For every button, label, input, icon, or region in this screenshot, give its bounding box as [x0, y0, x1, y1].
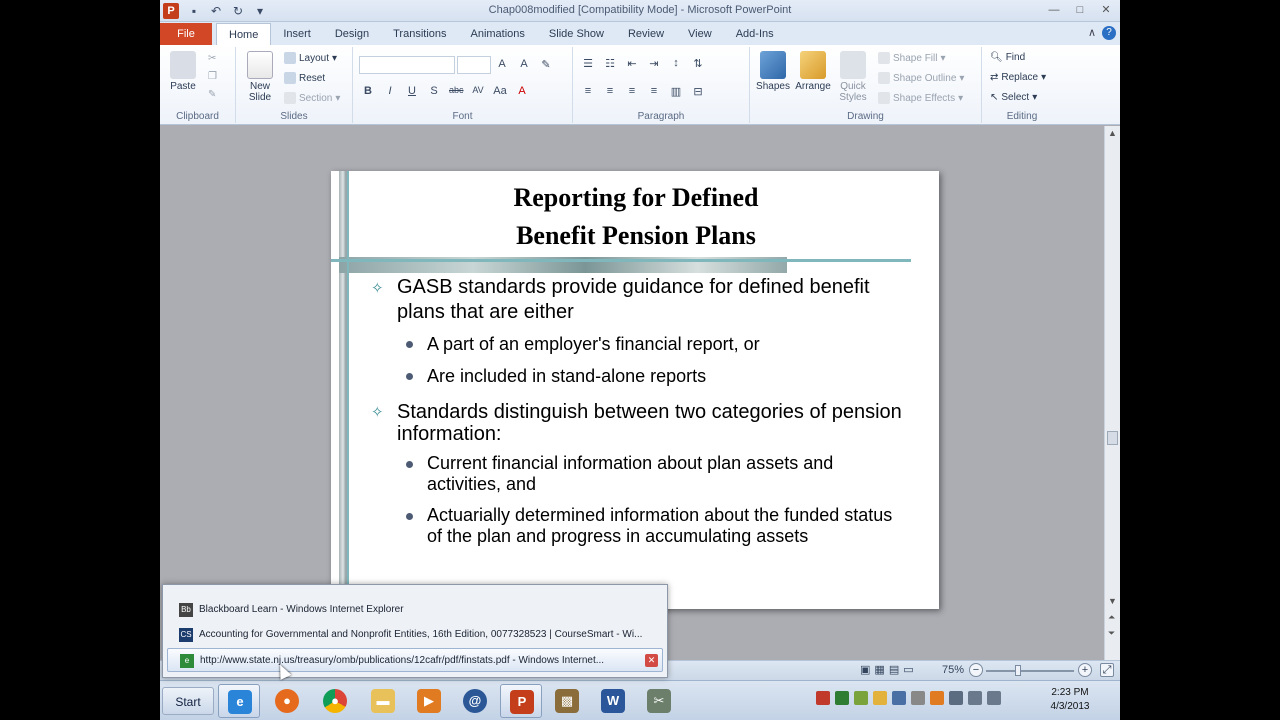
sub-bullet-text: Current financial information about plan assets and activities, and [427, 453, 834, 494]
maximize-button[interactable]: □ [1076, 4, 1084, 16]
outlook-taskbar-icon[interactable]: @ [454, 684, 496, 718]
bullet-level-1 [369, 401, 909, 445]
window-list-item[interactable] [167, 598, 663, 622]
slide[interactable] [331, 171, 939, 609]
grow-font-button[interactable]: A [498, 58, 506, 70]
taskbar-window-list [162, 584, 668, 678]
paragraph-label: Paragraph [637, 111, 685, 122]
slide-sorter-icon[interactable]: ▦ [874, 664, 885, 676]
font-size-combo[interactable] [457, 56, 491, 74]
paragraph-group [573, 47, 750, 123]
decrease-indent-icon[interactable]: ⇤ [627, 58, 637, 70]
slide-title-line-1: Reporting for Defined [513, 183, 759, 212]
accent-line-horizontal [331, 259, 911, 262]
drawing-label: Drawing [847, 111, 884, 122]
accent-line-vertical [347, 171, 349, 609]
arrange-button[interactable] [794, 51, 832, 92]
media-player-taskbar-icon[interactable]: ▶ [408, 684, 450, 718]
bullet-level-2 [369, 505, 909, 547]
reading-view-icon[interactable]: ▤ [888, 664, 900, 676]
ribbon-tabs [160, 22, 1120, 45]
align-center-icon[interactable]: ≡ [606, 85, 614, 97]
replace-label: Replace [1001, 72, 1039, 83]
clipboard-label: Clipboard [176, 111, 219, 122]
tab-animations[interactable]: Animations [470, 28, 525, 40]
powerpoint-taskbar-icon[interactable]: P [500, 684, 542, 718]
internet-explorer-taskbar-icon[interactable]: e [218, 684, 260, 718]
align-left-icon[interactable]: ≡ [584, 85, 592, 97]
access-taskbar-icon[interactable]: ▩ [546, 684, 588, 718]
close-icon[interactable]: ✕ [645, 654, 658, 667]
shape-effects-icon [878, 92, 890, 104]
bullet-level-2 [369, 333, 909, 355]
powerpoint-icon[interactable]: P [163, 3, 179, 19]
taskbar [160, 680, 1120, 720]
window-controls [1042, 1, 1118, 19]
format-painter-icon[interactable]: ✎ [208, 89, 217, 100]
find-label: Find [1005, 52, 1026, 63]
slides-label: Slides [280, 111, 308, 122]
tray-app-icon[interactable] [911, 691, 925, 705]
clock-time: 2:23 PM [1051, 687, 1089, 698]
dot-bullet-icon [406, 461, 413, 468]
network-icon[interactable] [968, 691, 982, 705]
ribbon [160, 45, 1120, 125]
tab-design[interactable]: Design [334, 28, 370, 40]
tab-add-ins[interactable]: Add-Ins [735, 28, 774, 40]
tab-insert[interactable]: Insert [283, 28, 311, 40]
editing-label: Editing [1006, 111, 1038, 122]
screen [160, 0, 1120, 720]
list-buttons [581, 57, 705, 70]
scroll-down-icon[interactable]: ▼ [1108, 596, 1117, 606]
zoom-level[interactable]: 75% [942, 664, 965, 676]
close-button[interactable]: ✕ [1101, 4, 1111, 16]
font-group [353, 47, 573, 123]
coursesmart-icon: CS [179, 628, 193, 642]
paste-button[interactable] [166, 51, 200, 92]
firefox-taskbar-icon[interactable]: ● [266, 684, 308, 718]
bullets-icon[interactable]: ☰ [583, 58, 593, 70]
slide-title-line-2: Benefit Pension Plans [516, 221, 756, 250]
snipping-tool-taskbar-icon[interactable]: ✂ [638, 684, 680, 718]
clock-date: 4/3/2013 [1050, 701, 1090, 712]
minimize-button[interactable]: — [1048, 4, 1060, 16]
editing-group [982, 47, 1062, 123]
new-slide-label: New Slide [248, 81, 272, 103]
tab-slide-show[interactable]: Slide Show [548, 28, 604, 40]
vertical-scrollbar[interactable] [1104, 126, 1120, 660]
normal-view-icon[interactable]: ▣ [860, 664, 871, 676]
ribbon-controls [1088, 26, 1116, 40]
bullet-text: Standards distinguish between two categories of pension information: [397, 401, 902, 445]
new-slide-icon [247, 51, 273, 79]
font-label: Font [452, 111, 473, 122]
align-buttons [581, 85, 705, 98]
shapes-label: Shapes [756, 81, 790, 92]
next-slide-icon[interactable]: ⏷ [1108, 628, 1116, 638]
arrange-label: Arrange [795, 81, 831, 92]
shrink-font-button[interactable]: A [520, 58, 528, 70]
find-button[interactable] [990, 52, 1025, 63]
shapes-button[interactable] [754, 51, 792, 92]
change-case-button[interactable]: Aa [493, 85, 507, 97]
shape-outline-icon [878, 72, 890, 84]
tab-review[interactable]: Review [627, 28, 665, 40]
zoom-out-icon[interactable]: − [969, 663, 983, 677]
tab-view[interactable]: View [688, 28, 712, 40]
shape-outline-button[interactable]: Shape Outline ▾ [878, 72, 964, 84]
drawing-group [750, 47, 982, 123]
window-list-item-label: Accounting for Governmental and Nonprofit Entities, 16th Edition, 0077328523 | CourseSmart - Wi... [199, 629, 643, 640]
cut-icon[interactable]: ✂ [208, 53, 217, 64]
reset-button[interactable] [284, 72, 325, 84]
shape-effects-button[interactable]: Shape Effects ▾ [878, 92, 963, 104]
tray-app-icon[interactable] [930, 691, 944, 705]
sub-bullet-text: Are included in stand-alone reports [427, 366, 707, 386]
new-slide-button[interactable] [242, 51, 278, 103]
window-list-item[interactable] [167, 623, 663, 647]
shape-fill-label: Shape Fill [893, 52, 938, 64]
paste-icon [170, 51, 196, 79]
layout-icon [284, 52, 296, 64]
help-icon[interactable]: ? [1102, 26, 1116, 40]
align-right-icon[interactable]: ≡ [628, 85, 636, 97]
volume-icon[interactable] [987, 691, 1001, 705]
window-list-item-label: http://www.state.nj.us/treasury/omb/publications/12cafr/pdf/finstats.pdf - Windows Internet... [200, 655, 605, 666]
sub-bullet-text: A part of an employer's financial report, or [427, 334, 760, 354]
bullet-level-2 [369, 365, 909, 387]
align-text-icon[interactable]: ⊟ [693, 86, 703, 98]
section-button[interactable]: Section ▾ [284, 92, 340, 104]
select-button[interactable]: ↖ Select ▾ [990, 92, 1038, 103]
zoom-slider-thumb[interactable] [1015, 665, 1021, 676]
slides-group [236, 47, 353, 123]
quick-styles-icon [840, 51, 866, 79]
zoom-in-icon[interactable]: + [1078, 663, 1092, 677]
system-tray [816, 691, 1001, 705]
font-name-combo[interactable] [359, 56, 455, 74]
customize-icon[interactable]: ▾ [256, 4, 264, 18]
font-size-buttons [495, 58, 553, 71]
view-buttons [860, 663, 914, 676]
title-bar [160, 0, 1120, 22]
increase-indent-icon[interactable]: ⇥ [649, 58, 659, 70]
window-title: Chap008modified [Compatibility Mode] - Microsoft PowerPoint [488, 4, 792, 16]
window-list-item-label: Blackboard Learn - Windows Internet Explorer [199, 604, 404, 615]
flag-icon[interactable] [949, 691, 963, 705]
diamond-bullet-icon: ✧ [371, 404, 384, 421]
shapes-icon [760, 51, 786, 79]
bullet-text: GASB standards provide guidance for defined benefit plans that are either [397, 276, 870, 323]
minimize-ribbon-icon[interactable]: ∧ [1087, 27, 1096, 39]
sub-bullet-text: Actuarially determined information about the funded status of the plan and progress in accumulating assets [427, 505, 893, 546]
reset-icon [284, 72, 296, 84]
shadow-button[interactable]: S [430, 85, 438, 97]
start-button[interactable]: Start [162, 687, 214, 715]
word-taskbar-icon[interactable]: W [592, 684, 634, 718]
replace-button[interactable]: ⇄ Replace ▾ [990, 72, 1047, 83]
layout-button[interactable]: Layout ▾ [284, 52, 337, 64]
zoom-slider[interactable] [986, 670, 1074, 672]
select-icon: ↖ [990, 92, 999, 103]
bullet-level-1 [369, 275, 909, 325]
font-format-buttons [361, 85, 529, 97]
dot-bullet-icon [406, 513, 413, 520]
find-icon: 🔍︎ [990, 52, 1003, 63]
explorer-taskbar-icon[interactable]: ▬ [362, 684, 404, 718]
save-icon[interactable]: ▪ [191, 4, 197, 18]
tray-app-icon[interactable] [835, 691, 849, 705]
quick-styles-button[interactable] [834, 51, 872, 103]
scroll-thumb[interactable] [1107, 431, 1118, 445]
slide-title[interactable] [391, 179, 881, 255]
arrange-icon [800, 51, 826, 79]
select-label: Select [1001, 92, 1030, 103]
blackboard-icon: Bb [179, 603, 193, 617]
previous-slide-icon[interactable]: ⏶ [1108, 612, 1116, 622]
strikethrough-button[interactable]: abc [449, 85, 464, 95]
tray-app-icon[interactable] [892, 691, 906, 705]
tab-file[interactable]: File [160, 23, 212, 45]
dot-bullet-icon [406, 373, 413, 380]
tab-transitions[interactable]: Transitions [393, 28, 447, 40]
paste-label: Paste [170, 81, 196, 92]
quick-styles-label: Quick Styles [839, 81, 867, 103]
columns-icon[interactable]: ▥ [670, 86, 682, 98]
pdf-download-icon: e [180, 654, 194, 668]
layout-label: Layout [299, 52, 330, 64]
slide-body[interactable] [369, 275, 909, 557]
shape-fill-icon [878, 52, 890, 64]
font-color-button[interactable]: A [518, 85, 526, 97]
clipboard-group [160, 47, 236, 123]
slide-pane [160, 126, 1104, 660]
justify-icon[interactable]: ≡ [650, 85, 658, 97]
section-icon [284, 92, 296, 104]
clock[interactable] [1040, 686, 1100, 714]
italic-button[interactable]: I [388, 85, 392, 97]
dot-bullet-icon [406, 341, 413, 348]
copy-icon[interactable]: ❐ [208, 71, 217, 82]
clear-format-icon[interactable]: ✎ [541, 59, 551, 71]
replace-icon: ⇄ [990, 72, 999, 83]
chrome-taskbar-icon[interactable]: ● [314, 684, 356, 718]
shape-outline-label: Shape Outline [893, 72, 957, 84]
shield-icon[interactable] [873, 691, 887, 705]
character-spacing-button[interactable]: AV [472, 85, 484, 95]
window-list-item[interactable] [167, 648, 663, 672]
shape-fill-button[interactable]: Shape Fill ▾ [878, 52, 946, 64]
tab-home[interactable]: Home [216, 23, 271, 45]
fit-to-window-icon[interactable]: ⤢ [1100, 663, 1114, 677]
redo-icon[interactable]: ↻ [232, 4, 244, 18]
underline-button[interactable]: U [408, 85, 416, 97]
shape-effects-label: Shape Effects [893, 92, 956, 104]
numbering-icon[interactable]: ☷ [605, 58, 615, 70]
bold-button[interactable]: B [364, 85, 372, 97]
line-spacing-icon[interactable]: ↕ [673, 57, 679, 69]
undo-icon[interactable]: ↶ [210, 4, 222, 18]
scroll-up-icon[interactable]: ▲ [1108, 128, 1117, 138]
section-label: Section [299, 92, 333, 104]
reset-label: Reset [299, 72, 326, 84]
tray-app-icon[interactable] [816, 691, 830, 705]
slide-show-icon[interactable]: ▭ [903, 664, 914, 676]
text-direction-icon[interactable]: ⇅ [693, 58, 703, 70]
tray-app-icon[interactable] [854, 691, 868, 705]
bullet-level-2 [369, 453, 909, 495]
diamond-bullet-icon: ✧ [371, 280, 384, 297]
